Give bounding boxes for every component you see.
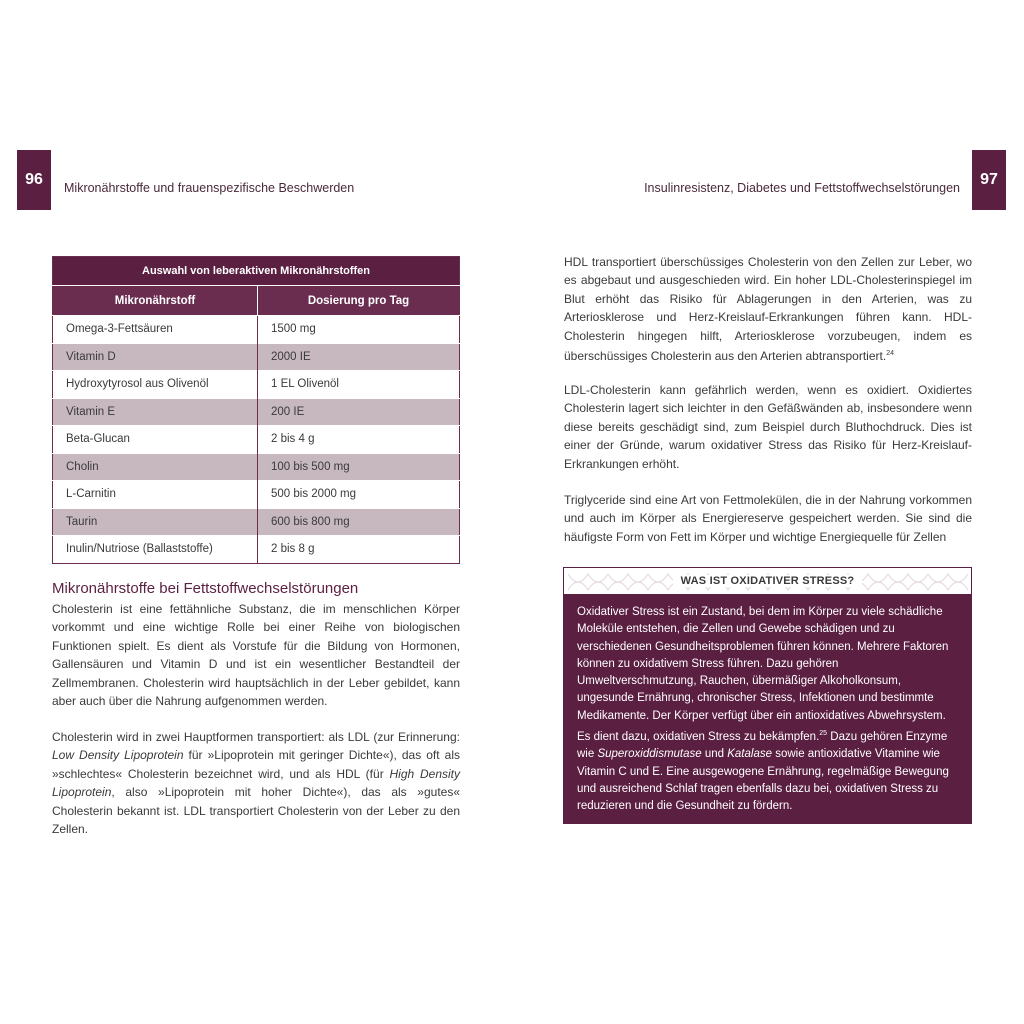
table-row xyxy=(53,398,460,426)
table-cell-nutrient: Vitamin E xyxy=(53,398,258,426)
section-heading: Mikronährstoffe bei Fettstoffwechselstörungen xyxy=(52,580,359,597)
text-span: HDL transportiert überschüssiges Cholesterin von den Zellen zur Leber, wo es abgebaut und ausgeschieden wird. Ein hoher LDL-Cholesterinspiegel im Blut erhöht das Risiko für Ablagerungen in den Arterien, was zu Arteriosklerose und Herz-Kreislauf-Erkrankungen führen kann. HDL-Cholesterin hingegen hilft, Arteriosklerose vorzubeugen, indem es überschüssiges Cholesterin aus den Arterien abtransportiert. xyxy=(564,255,972,364)
table-cell-nutrient: Taurin xyxy=(53,508,258,536)
table-row xyxy=(53,508,460,536)
table-cell-dosage: 1 EL Olivenöl xyxy=(258,371,460,399)
table-cell-nutrient: Hydroxytyrosol aus Olivenöl xyxy=(53,371,258,399)
table-cell-dosage: 2000 IE xyxy=(258,343,460,371)
table-row xyxy=(53,316,460,344)
info-box-title: WAS IST OXIDATIVER STRESS? xyxy=(673,575,863,587)
left-page-number: 96 xyxy=(17,150,51,210)
table-row xyxy=(53,371,460,399)
text-span: und xyxy=(701,748,728,761)
table-row xyxy=(53,426,460,454)
table-cell-dosage: 600 bis 800 mg xyxy=(258,508,460,536)
table-row xyxy=(53,343,460,371)
table-caption: Auswahl von leberaktiven Mikronährstoffen xyxy=(53,257,460,286)
left-paragraph-2 xyxy=(52,728,460,838)
term-hdl: High Density Lipoprotein xyxy=(52,766,460,800)
table-cell-dosage: 100 bis 500 mg xyxy=(258,453,460,481)
table-cell-nutrient: L-Carnitin xyxy=(53,481,258,509)
info-box xyxy=(563,567,972,824)
table-cell-nutrient: Cholin xyxy=(53,453,258,481)
term-enzyme: Katalase xyxy=(727,748,772,761)
text-span: Dazu gehören Enzyme wie xyxy=(577,730,948,761)
left-running-title: Mikronährstoffe und frauenspezifische Beschwerden xyxy=(64,181,355,195)
footnote-ref: 25 xyxy=(819,730,828,738)
text-span: für »Lipoprotein mit geringer Dichte«), das oft als »schlechtes« Cholesterin bezeichnet wird, und als HDL (für xyxy=(52,748,460,781)
table-header-dosage: Dosierung pro Tag xyxy=(258,286,460,316)
right-running-title: Insulinresistenz, Diabetes und Fettstoffwechselstörungen xyxy=(644,181,960,195)
text-span: Cholesterin wird in zwei Hauptformen transportiert: als LDL (zur Erinnerung: xyxy=(52,730,460,744)
table-cell-dosage: 1500 mg xyxy=(258,316,460,344)
text-span: , also »Lipoprotein mit hoher Dichte«), das als »gutes« Cholesterin bekannt ist. LDL transportiert Cholesterin von der Leber zu den Zellen. xyxy=(52,785,460,837)
table-cell-dosage: 500 bis 2000 mg xyxy=(258,481,460,509)
table-cell-nutrient: Beta-Glucan xyxy=(53,426,258,454)
table-cell-nutrient: Vitamin D xyxy=(53,343,258,371)
table-cell-dosage: 2 bis 4 g xyxy=(258,426,460,454)
table-row xyxy=(53,536,460,564)
right-page-number: 97 xyxy=(972,150,1006,210)
info-box-header xyxy=(563,567,972,595)
term-ldl: Low Density Lipoprotein xyxy=(52,748,184,763)
table-header-nutrient: Mikronährstoff xyxy=(53,286,258,316)
text-span: Oxidativer Stress ist ein Zustand, bei dem im Körper zu viele schädliche Moleküle entstehen, die Zellen und Gewebe schädigen und zu verschiedenen Gesundheitsproblemen führen können. Mehrere Faktoren können zu oxidativem Stress führen. Dazu gehören Umweltverschmutzung, Rauchen, übermäßiger Alkoholkonsum, ungesunde Ernährung, chronischer Stress, Infektionen und bestimmte Medikamente. Der Körper verfügt über ein antioxidatives Abwehrsystem. Es dient dazu, oxidativen Stress zu bekämpfen. xyxy=(577,606,949,743)
right-paragraph-2: LDL-Cholesterin kann gefährlich werden, wenn es oxidiert. Oxidiertes Cholesterin lagert sich leichter in den Gefäßwänden ab, insbesondere wenn diese bereits geschädigt sind, zum Beispiel durch Bluthochdruck. Dies ist einer der Gründe, warum oxidativer Stress das Risiko für Herz-Kreislauf-Erkrankungen erhöht. xyxy=(564,383,972,471)
right-paragraph-1 xyxy=(564,253,972,365)
table-cell-dosage: 200 IE xyxy=(258,398,460,426)
micronutrient-table xyxy=(52,256,460,564)
table-row xyxy=(53,453,460,481)
info-box-text xyxy=(577,604,958,815)
table-cell-nutrient: Omega-3-Fettsäuren xyxy=(53,316,258,344)
table-row xyxy=(53,481,460,509)
left-paragraph-1: Cholesterin ist eine fettähnliche Substanz, die im menschlichen Körper vorkommt und eine wichtige Rolle bei einer Reihe von biologischen Funktionen spielt. Es dient als Vorstufe für die Bildung von Hormonen, Gallensäuren und Vitamin D und ist ein wesentlicher Bestandteil der Zellmembranen. Cholesterin wird hauptsächlich in der Leber gebildet, kann aber auch über die Nahrung aufgenommen werden. xyxy=(52,602,460,709)
right-paragraph-3: Triglyceride sind eine Art von Fettmolekülen, die in der Nahrung vorkommen und auch im Körper als Energiereserve gespeichert werden. Sie sind die häufigste Form von Fett im Körper und wichtige Energiequelle für Zellen xyxy=(564,493,972,544)
term-enzyme: Superoxiddismutase xyxy=(597,748,702,761)
table-cell-nutrient: Inulin/Nutriose (Ballaststoffe) xyxy=(53,536,258,564)
footnote-ref: 24 xyxy=(886,350,894,358)
text-span: sowie antioxidative Vitamine wie Vitamin C und E. Eine ausgewogene Ernährung, regelmäßige Bewegung und ausreichend Schlaf tragen ebenfalls dazu bei, oxidativen Stress zu reduzieren und die Gesundheit zu fördern. xyxy=(577,748,949,813)
table-cell-dosage: 2 bis 8 g xyxy=(258,536,460,564)
